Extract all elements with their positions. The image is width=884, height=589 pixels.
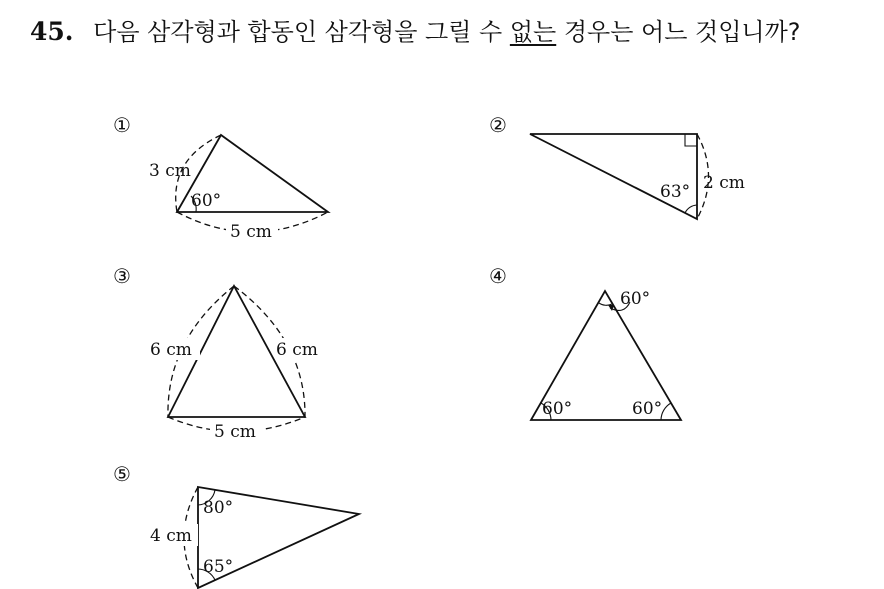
option-1[interactable] <box>113 113 328 242</box>
option-2-side-label: 2 cm <box>703 173 745 193</box>
question-text-underlined: 없는 <box>509 18 557 46</box>
option-1-base-label: 5 cm <box>230 222 272 242</box>
option-5-side-label: 4 cm <box>150 526 192 546</box>
option-1-side-label: 3 cm <box>149 161 191 181</box>
option-1-angle-label: 60° <box>191 191 222 211</box>
option-4-top-angle-arc <box>599 303 612 305</box>
question-text-before: 다음 삼각형과 합동인 삼각형을 그릴 수 <box>93 18 510 46</box>
option-2-triangle <box>530 134 697 219</box>
option-5[interactable] <box>113 462 359 588</box>
option-4-right-angle-label: 60° <box>632 399 663 419</box>
option-4[interactable] <box>489 264 681 420</box>
option-1-marker: ① <box>113 113 131 137</box>
option-5-top-angle-label: 80° <box>203 498 234 518</box>
option-2-marker: ② <box>489 113 507 137</box>
option-3[interactable] <box>113 264 326 442</box>
option-3-marker: ③ <box>113 264 131 288</box>
option-4-right-angle-arc <box>661 403 671 420</box>
option-4-top-angle-label: 60° <box>620 289 651 309</box>
option-3-right-label: 6 cm <box>276 340 318 360</box>
option-2-angle-label: 63° <box>660 182 691 202</box>
option-2-angle-arc <box>685 205 697 213</box>
option-5-marker: ⑤ <box>113 462 131 486</box>
option-3-base-label: 5 cm <box>214 422 256 442</box>
question-number: 45. <box>30 17 74 46</box>
option-4-pointer-arrowhead <box>608 305 614 311</box>
option-5-bottom-angle-label: 65° <box>203 557 234 577</box>
option-4-marker: ④ <box>489 264 507 288</box>
option-4-left-angle-label: 60° <box>542 399 573 419</box>
option-2-right-angle-mark <box>685 134 697 146</box>
option-2[interactable] <box>489 113 745 219</box>
option-3-left-label: 6 cm <box>150 340 192 360</box>
question-text-after: 경우는 어느 것입니까? <box>556 18 801 46</box>
